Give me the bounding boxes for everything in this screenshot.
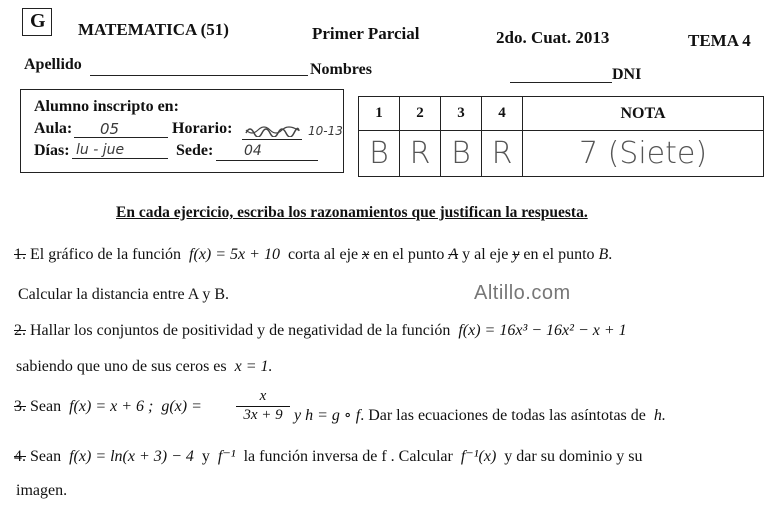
exercise-4-text-1: la función inversa de f . Calcular <box>243 448 453 465</box>
sede-line <box>216 160 318 161</box>
exercise-4-text-2: y dar su dominio y su <box>504 448 643 465</box>
grade-header-1: 1 <box>359 97 400 131</box>
exercise-1-line-2: Calcular la distancia entre A y B. <box>18 286 230 303</box>
exercise-3-g-denominator: 3x + 9 <box>243 407 283 423</box>
exercise-2-line-2 <box>16 358 273 376</box>
tema-number: TEMA 4 <box>688 31 751 50</box>
aula-label: Aula: <box>34 120 73 137</box>
exercise-1-formula: f(x) = 5x + 10 <box>189 246 280 263</box>
dias-value: lu - jue <box>76 142 125 158</box>
exercise-1-number: 1. <box>14 246 26 263</box>
horario-line <box>242 139 302 140</box>
instruction: En cada ejercicio, escriba los razonamientos que justifican la respuesta. <box>116 204 588 221</box>
sede-value: 04 <box>244 143 262 159</box>
aula-line <box>74 137 168 138</box>
exercise-1-point-b: B <box>598 246 609 263</box>
exam-title: Primer Parcial <box>312 24 420 43</box>
subject-title: MATEMATICA (51) <box>78 20 229 39</box>
exercise-3-h-def: y h = g ∘ f <box>294 407 361 424</box>
horario-label: Horario: <box>172 120 233 137</box>
exercise-1-text-b: corta al eje <box>287 246 359 263</box>
dias-label: Días: <box>34 142 70 159</box>
scribble-icon <box>244 125 300 137</box>
exercise-3-line <box>14 398 202 416</box>
watermark-logo: Altillo.com <box>474 282 571 304</box>
exercise-3-h-end: h. <box>653 407 666 424</box>
exercise-4-finv: f⁻¹ <box>217 448 236 465</box>
exercise-3-text: . Dar las ecuaciones de todas las asíntotas de <box>360 407 646 424</box>
grade-header-nota: NOTA <box>523 97 764 131</box>
grade-value-2: R <box>400 131 441 177</box>
grade-value-nota: 7 (Siete) <box>523 131 764 177</box>
exercise-4-line-1 <box>14 446 643 466</box>
exercise-2-zero: x = 1. <box>234 358 273 375</box>
exercise-4-line-2: imagen. <box>16 482 68 499</box>
exercise-1-axis-y: y <box>512 246 520 263</box>
exercise-2-number: 2. <box>14 322 26 339</box>
exercise-1-point-a: A <box>448 246 459 263</box>
exercise-1-text-e: en el punto <box>523 246 595 263</box>
dni-line[interactable] <box>510 82 612 83</box>
horario-value: 10-13 <box>308 124 343 138</box>
exercise-1-text-d: y al eje <box>462 246 509 263</box>
aula-value: 05 <box>100 120 120 138</box>
grade-value-4: R <box>482 131 523 177</box>
enrollment-title: Alumno inscripto en: <box>34 98 179 115</box>
exercise-4-number: 4. <box>14 448 26 465</box>
exercise-3-number: 3. <box>14 398 26 415</box>
scribble-mark <box>244 124 300 136</box>
apellido-line[interactable] <box>90 75 308 76</box>
exercise-2-line-1 <box>14 322 627 340</box>
dias-line <box>72 158 168 159</box>
grade-value-1: B <box>359 131 400 177</box>
exercise-2-formula: f(x) = 16x³ − 16x² − x + 1 <box>458 322 627 339</box>
grades-table <box>358 96 764 177</box>
exercise-3-fraction <box>236 388 290 424</box>
exercise-3-line-rest <box>294 405 666 425</box>
sede-label: Sede: <box>176 142 214 159</box>
exercise-4-f-def: f(x) = ln(x + 3) − 4 <box>69 448 194 465</box>
exercise-3-g-lhs: g(x) = <box>161 398 202 415</box>
exercise-4-y: y <box>201 448 210 465</box>
dni-label: DNI <box>612 66 642 83</box>
exercise-1-text-a: El gráfico de la función <box>30 246 182 263</box>
term: 2do. Cuat. 2013 <box>496 28 610 47</box>
exercise-2-text: Hallar los conjuntos de positividad y de negatividad de la función <box>30 322 451 339</box>
exercise-3-f-def: f(x) = x + 6 ; <box>69 398 154 415</box>
grade-header-2: 2 <box>400 97 441 131</box>
exercise-1-text-c: en el punto <box>373 246 445 263</box>
exercise-4-sean: Sean <box>30 448 62 465</box>
exercise-2-text-2: sabiendo que uno de sus ceros es <box>16 358 227 375</box>
exercise-4-finv-x: f⁻¹(x) <box>460 448 497 465</box>
exercise-3-sean: Sean <box>30 398 62 415</box>
exercise-3-g-numerator: x <box>236 388 290 407</box>
apellido-label: Apellido <box>24 56 82 73</box>
exercise-1-axis-x: x <box>362 246 370 263</box>
grade-value-3: B <box>441 131 482 177</box>
grade-header-3: 3 <box>441 97 482 131</box>
exercise-1-line-1: 1. El gráfico de la función f(x) = 5x + 10 corta al eje x en el punto A y al eje y en el punto B. <box>14 246 613 263</box>
grade-header-4: 4 <box>482 97 523 131</box>
tema-letter: G <box>30 10 46 32</box>
nombres-label: Nombres <box>310 61 372 78</box>
